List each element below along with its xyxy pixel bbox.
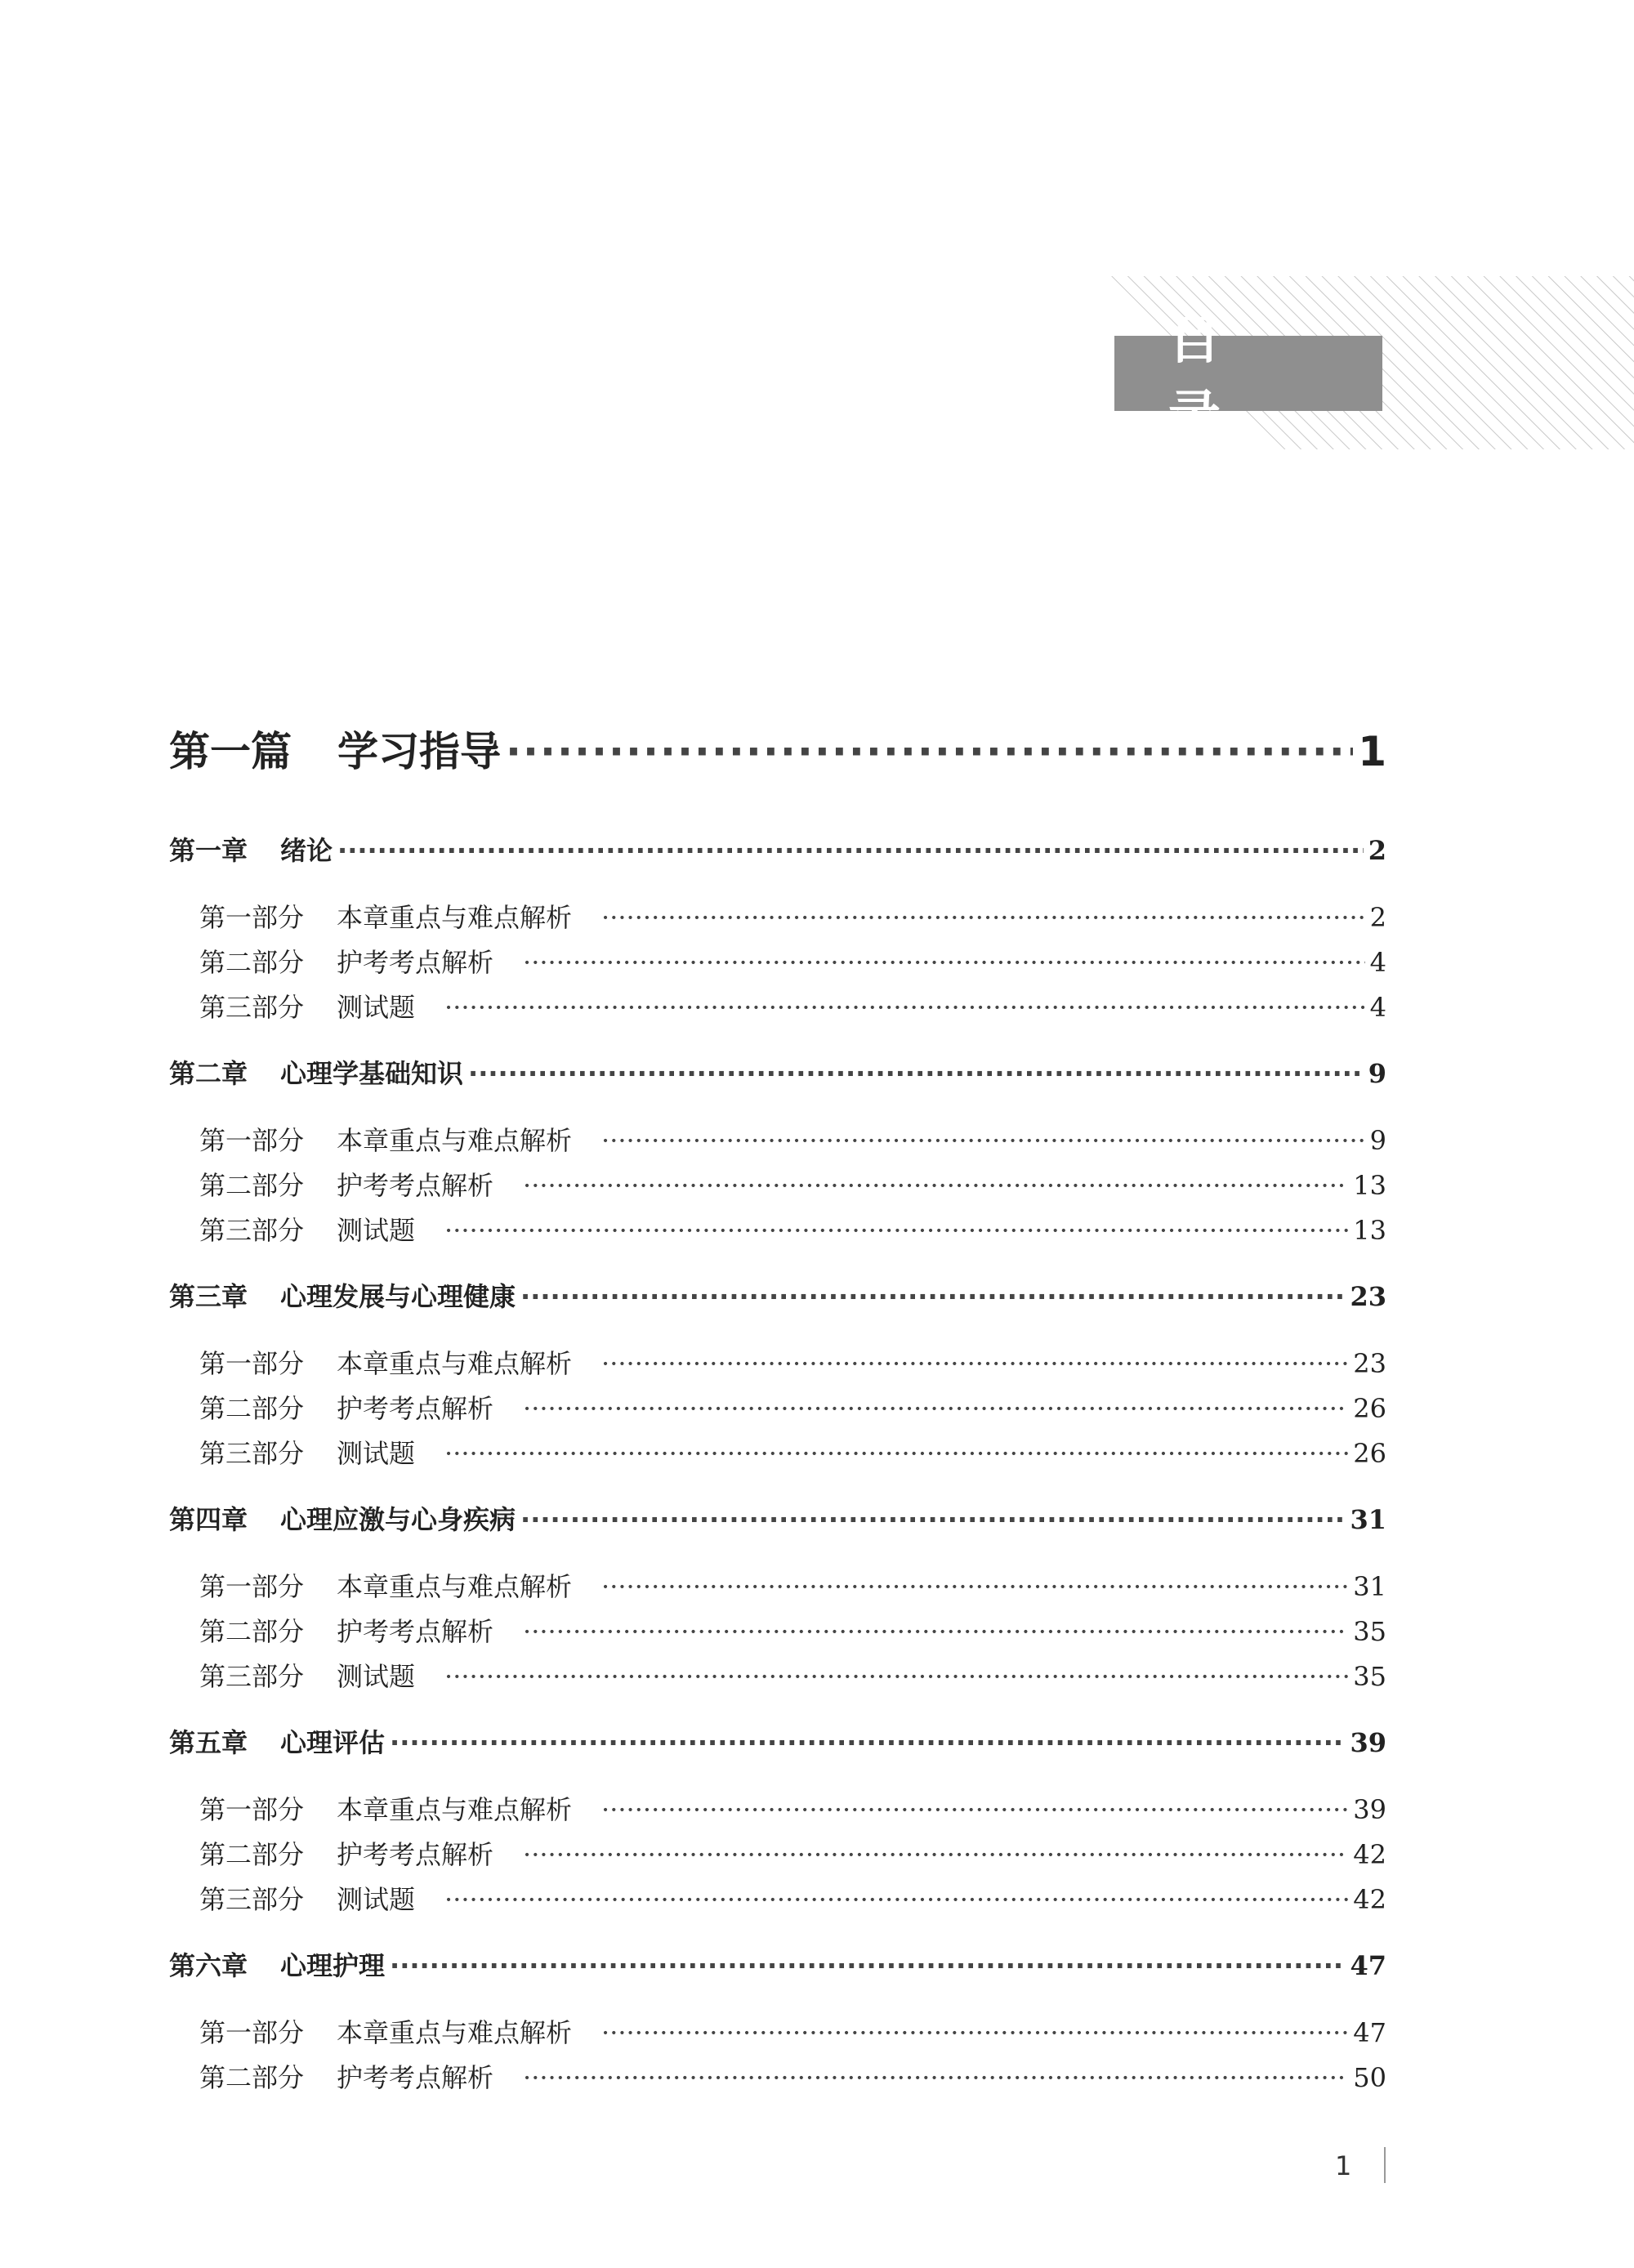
section-title: 测试题 bbox=[337, 1438, 416, 1469]
section-number: 第一部分 bbox=[199, 1571, 305, 1602]
section-page: 2 bbox=[1369, 902, 1386, 933]
section-entry[interactable] bbox=[169, 1834, 1386, 1879]
chapter-entry[interactable] bbox=[169, 1499, 1386, 1547]
section-page: 26 bbox=[1353, 1393, 1386, 1424]
section-entry[interactable] bbox=[169, 1388, 1386, 1433]
section-entry[interactable] bbox=[169, 1165, 1386, 1210]
chapter-number: 第六章 bbox=[169, 1950, 248, 1981]
table-of-contents bbox=[169, 719, 1386, 2123]
section-entry[interactable] bbox=[169, 2057, 1386, 2102]
section-number: 第三部分 bbox=[199, 992, 305, 1023]
section-page: 39 bbox=[1353, 1794, 1386, 1825]
section-number: 第一部分 bbox=[199, 1125, 305, 1156]
part-page: 1 bbox=[1358, 728, 1386, 775]
chapter-block bbox=[169, 830, 1386, 1032]
part-title: 学习指导 bbox=[337, 728, 501, 775]
dot-leader bbox=[601, 2017, 1348, 2048]
chapter-block bbox=[169, 1053, 1386, 1255]
section-page: 47 bbox=[1353, 2017, 1386, 2048]
section-title: 测试题 bbox=[337, 1215, 416, 1246]
section-entry[interactable] bbox=[169, 1343, 1386, 1388]
section-number: 第三部分 bbox=[199, 1438, 305, 1469]
chapter-title: 心理发展与心理健康 bbox=[280, 1281, 516, 1312]
section-title: 测试题 bbox=[337, 1884, 416, 1915]
section-number: 第一部分 bbox=[199, 2017, 305, 2048]
dot-leader bbox=[601, 902, 1365, 933]
section-page: 35 bbox=[1353, 1661, 1386, 1692]
chapter-page: 31 bbox=[1350, 1504, 1386, 1535]
section-page: 4 bbox=[1369, 947, 1386, 978]
section-number: 第一部分 bbox=[199, 1348, 305, 1379]
dot-leader bbox=[506, 728, 1353, 775]
section-entry[interactable] bbox=[169, 1789, 1386, 1834]
chapter-block bbox=[169, 1276, 1386, 1478]
chapter-list bbox=[169, 830, 1386, 2102]
dot-leader bbox=[601, 1794, 1348, 1825]
chapter-page: 23 bbox=[1350, 1281, 1386, 1312]
chapter-title: 心理应激与心身疾病 bbox=[280, 1504, 516, 1535]
section-page: 23 bbox=[1353, 1348, 1386, 1379]
dot-leader bbox=[444, 1661, 1348, 1692]
chapter-number: 第一章 bbox=[169, 835, 248, 866]
section-page: 26 bbox=[1353, 1438, 1386, 1469]
section-entry[interactable] bbox=[169, 1433, 1386, 1478]
dot-leader bbox=[520, 1281, 1345, 1312]
section-entry[interactable] bbox=[169, 987, 1386, 1032]
chapter-number: 第四章 bbox=[169, 1504, 248, 1535]
section-page: 13 bbox=[1353, 1215, 1386, 1246]
section-page: 13 bbox=[1353, 1170, 1386, 1201]
chapter-number: 第五章 bbox=[169, 1727, 248, 1758]
dot-leader bbox=[337, 835, 1364, 866]
chapter-entry[interactable] bbox=[169, 1945, 1386, 1993]
section-number: 第三部分 bbox=[199, 1884, 305, 1915]
chapter-page: 9 bbox=[1368, 1058, 1386, 1089]
dot-leader bbox=[390, 1727, 1345, 1758]
chapter-number: 第二章 bbox=[169, 1058, 248, 1089]
section-entry[interactable] bbox=[169, 1120, 1386, 1165]
dot-leader bbox=[444, 1215, 1348, 1246]
section-entry[interactable] bbox=[169, 942, 1386, 987]
section-title: 本章重点与难点解析 bbox=[337, 1348, 573, 1379]
section-number: 第三部分 bbox=[199, 1661, 305, 1692]
part-number: 第一篇 bbox=[169, 728, 292, 775]
section-page: 42 bbox=[1353, 1839, 1386, 1870]
section-title: 护考考点解析 bbox=[337, 1839, 494, 1870]
dot-leader bbox=[523, 1839, 1348, 1870]
section-title: 本章重点与难点解析 bbox=[337, 1571, 573, 1602]
chapter-page: 39 bbox=[1350, 1727, 1386, 1758]
section-title: 护考考点解析 bbox=[337, 947, 494, 978]
section-number: 第一部分 bbox=[199, 902, 305, 933]
chapter-entry[interactable] bbox=[169, 1276, 1386, 1324]
section-page: 50 bbox=[1353, 2062, 1386, 2093]
section-entry[interactable] bbox=[169, 1611, 1386, 1656]
chapter-entry[interactable] bbox=[169, 1053, 1386, 1101]
section-number: 第二部分 bbox=[199, 1616, 305, 1647]
chapter-title: 心理学基础知识 bbox=[280, 1058, 464, 1089]
dot-leader bbox=[601, 1348, 1348, 1379]
chapter-block bbox=[169, 1722, 1386, 1924]
dot-leader bbox=[390, 1950, 1345, 1981]
section-title: 本章重点与难点解析 bbox=[337, 902, 573, 933]
section-entry[interactable] bbox=[169, 897, 1386, 942]
chapter-number: 第三章 bbox=[169, 1281, 248, 1312]
dot-leader bbox=[523, 2062, 1348, 2093]
page-number-divider bbox=[1384, 2147, 1386, 2183]
dot-leader bbox=[523, 1393, 1348, 1424]
dot-leader bbox=[523, 1170, 1348, 1201]
dot-leader bbox=[444, 1884, 1348, 1915]
section-entry[interactable] bbox=[169, 1879, 1386, 1924]
section-page: 35 bbox=[1353, 1616, 1386, 1647]
dot-leader bbox=[601, 1571, 1348, 1602]
chapter-page: 2 bbox=[1368, 835, 1386, 866]
dot-leader bbox=[468, 1058, 1364, 1089]
section-entry[interactable] bbox=[169, 2012, 1386, 2057]
part-entry[interactable] bbox=[169, 719, 1386, 797]
section-title: 本章重点与难点解析 bbox=[337, 1125, 573, 1156]
section-title: 本章重点与难点解析 bbox=[337, 2017, 573, 2048]
chapter-title: 绪论 bbox=[280, 835, 333, 866]
chapter-page: 47 bbox=[1350, 1950, 1386, 1981]
section-number: 第一部分 bbox=[199, 1794, 305, 1825]
dot-leader bbox=[601, 1125, 1365, 1156]
section-entry[interactable] bbox=[169, 1656, 1386, 1701]
dot-leader bbox=[444, 992, 1365, 1023]
section-page: 4 bbox=[1369, 992, 1386, 1023]
section-number: 第二部分 bbox=[199, 2062, 305, 2093]
toc-heading: 目 录 bbox=[1114, 336, 1382, 411]
chapter-block bbox=[169, 1945, 1386, 2102]
chapter-entry[interactable] bbox=[169, 830, 1386, 877]
section-page: 9 bbox=[1369, 1125, 1386, 1156]
section-title: 本章重点与难点解析 bbox=[337, 1794, 573, 1825]
page-number: 1 bbox=[1335, 2150, 1352, 2181]
section-entry[interactable] bbox=[169, 1566, 1386, 1611]
dot-leader bbox=[520, 1504, 1345, 1535]
section-title: 测试题 bbox=[337, 1661, 416, 1692]
section-title: 测试题 bbox=[337, 992, 416, 1023]
section-number: 第二部分 bbox=[199, 1839, 305, 1870]
chapter-title: 心理护理 bbox=[280, 1950, 386, 1981]
chapter-entry[interactable] bbox=[169, 1722, 1386, 1770]
section-number: 第二部分 bbox=[199, 1170, 305, 1201]
dot-leader bbox=[523, 947, 1365, 978]
section-number: 第二部分 bbox=[199, 947, 305, 978]
section-title: 护考考点解析 bbox=[337, 1616, 494, 1647]
dot-leader bbox=[523, 1616, 1348, 1647]
section-entry[interactable] bbox=[169, 1210, 1386, 1255]
dot-leader bbox=[444, 1438, 1348, 1469]
section-title: 护考考点解析 bbox=[337, 1393, 494, 1424]
section-title: 护考考点解析 bbox=[337, 1170, 494, 1201]
section-title: 护考考点解析 bbox=[337, 2062, 494, 2093]
section-page: 31 bbox=[1353, 1571, 1386, 1602]
section-number: 第三部分 bbox=[199, 1215, 305, 1246]
section-page: 42 bbox=[1353, 1884, 1386, 1915]
chapter-title: 心理评估 bbox=[280, 1727, 386, 1758]
chapter-block bbox=[169, 1499, 1386, 1701]
section-number: 第二部分 bbox=[199, 1393, 305, 1424]
